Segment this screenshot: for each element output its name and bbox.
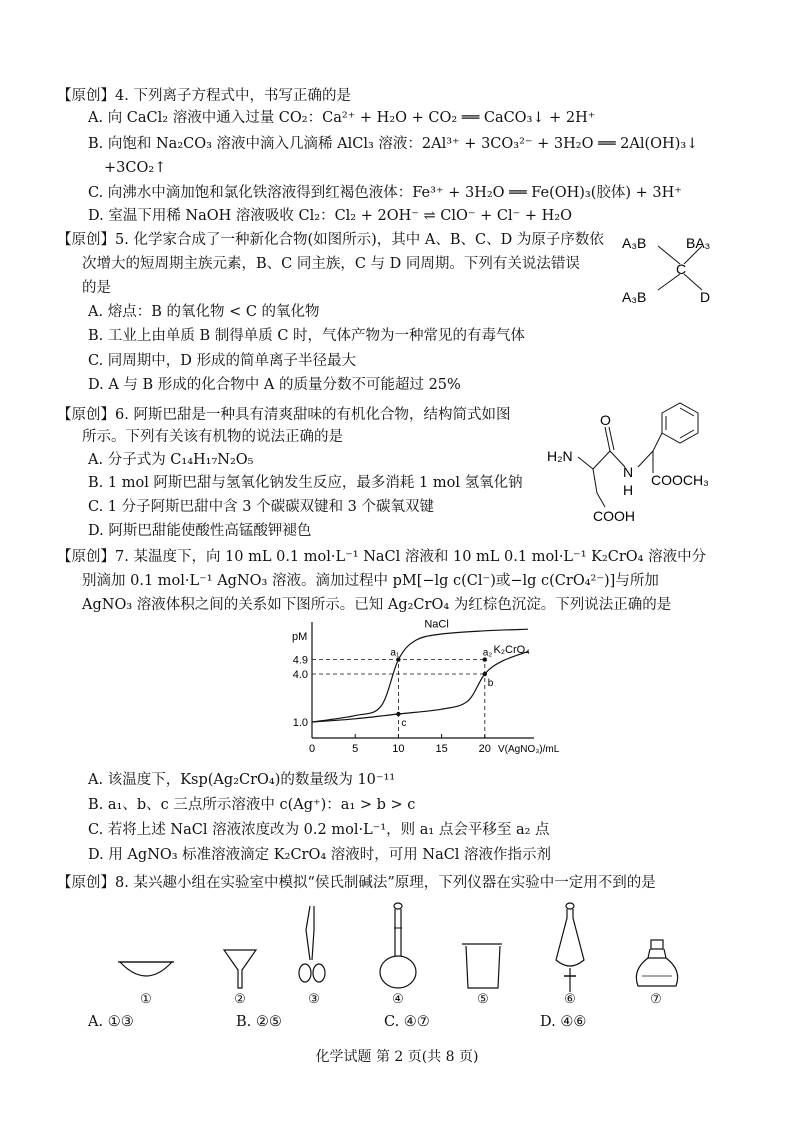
instrument-label-1: ① xyxy=(140,992,152,1007)
beaker-icon xyxy=(462,944,502,988)
instrument-label-6: ⑥ xyxy=(564,992,576,1007)
funnel-icon xyxy=(224,950,256,988)
series-line-0 xyxy=(312,629,528,722)
q7-option-b: B. a₁、b、c 三点所示溶液中 c(Ag⁺)：a₁ > b > c xyxy=(88,797,416,813)
x-tick-label: 15 xyxy=(435,743,448,755)
q5-structure-tl: A₃B xyxy=(622,235,647,251)
q6-option-a: A. 分子式为 C₁₄H₁₇N₂O₅ xyxy=(88,452,254,468)
q6-structure-h: H xyxy=(623,482,634,498)
x-axis-label: V(AgNO₃)/mL xyxy=(498,744,560,755)
q4-stem: 【原创】4. 下列离子方程式中，书写正确的是 xyxy=(57,88,351,104)
q5-structure-tr: BA₃ xyxy=(686,235,711,251)
q5-option-d: D. A 与 B 形成的化合物中 A 的质量分数不可能超过 25% xyxy=(88,377,461,393)
data-point-label: a₁ xyxy=(390,647,400,659)
q6-aspartame-structure xyxy=(545,395,730,530)
q6-structure-h2n: H₂N xyxy=(547,448,573,464)
instrument-label-5: ⑤ xyxy=(477,992,489,1007)
q5-structure-diagram xyxy=(618,226,738,312)
q4-option-a: A. 向 CaCl₂ 溶液中通入过量 CO₂：Ca²⁺ + H₂O + CO₂ ══ CaCO₃↓ + 2H⁺ xyxy=(88,110,596,126)
alcohol-lamp-icon xyxy=(636,940,677,986)
q4-option-d: D. 室温下用稀 NaOH 溶液吸收 Cl₂：Cl₂ + 2OH⁻ ⇌ ClO⁻ + Cl⁻ + H₂O xyxy=(88,208,572,224)
q6-option-b: B. 1 mol 阿斯巴甜与氢氧化钠发生反应，最多消耗 1 mol 氢氧化钠 xyxy=(88,475,523,491)
q4-option-b-cont: +3CO₂↑ xyxy=(104,160,167,176)
q5-stem-line2: 次增大的短周期主族元素，B、C 同主族，C 与 D 同周期。下列有关说法错误 xyxy=(82,256,580,272)
q8-option-a: A. ①③ xyxy=(88,1014,134,1030)
crucible-tongs-icon xyxy=(299,906,325,982)
volumetric-flask-icon xyxy=(380,903,416,988)
q8-option-c: C. ④⑦ xyxy=(384,1014,430,1030)
q7-option-c: C. 若将上述 NaCl 溶液浓度改为 0.2 mol·L⁻¹，则 a₁ 点会平移至 a₂ 点 xyxy=(88,822,550,838)
q5-structure-br: D xyxy=(700,289,711,305)
q6-option-c: C. 1 分子阿斯巴甜中含 3 个碳碳双键和 3 个碳氧双键 xyxy=(88,499,435,515)
x-tick-label: 20 xyxy=(478,743,491,755)
q5-option-b: B. 工业上由单质 B 制得单质 C 时，气体产物为一种常见的有毒气体 xyxy=(88,328,526,344)
series-label-1: K₂CrO₄ xyxy=(493,644,530,657)
q6-structure-cooch3: COOCH₃ xyxy=(651,472,709,488)
evaporating-dish-icon xyxy=(118,962,174,976)
q4-option-b: B. 向饱和 Na₂CO₃ 溶液中滴入几滴稀 AlCl₃ 溶液：2Al³⁺ + 3CO₃²⁻ + 3H₂O ══ 2Al(OH)₃↓ xyxy=(88,136,699,152)
q5-structure-center: C xyxy=(676,261,687,277)
q7-option-a: A. 该温度下，Ksp(Ag₂CrO₄)的数量级为 10⁻¹¹ xyxy=(88,772,396,788)
q8-stem: 【原创】8. 某兴趣小组在实验室中模拟“侯氏制碱法”原理，下列仪器在实验中一定用不到的是 xyxy=(57,875,656,891)
data-point xyxy=(483,672,487,676)
data-point-label: a₂ xyxy=(482,647,493,659)
series-line-1 xyxy=(312,652,528,722)
q7-stem-line3: AgNO₃ 溶液体积之间的关系如下图所示。已知 Ag₂CrO₄ 为红棕色沉淀。下列说法正确的是 xyxy=(82,597,672,613)
q6-option-d: D. 阿斯巴甜能使酸性高锰酸钾褪色 xyxy=(88,523,312,539)
q5-option-a: A. 熔点：B 的氧化物 < C 的氧化物 xyxy=(88,304,320,320)
q6-stem-line2: 所示。下列有关该有机物的说法正确的是 xyxy=(82,429,343,445)
data-point-label: b xyxy=(487,678,494,689)
page-footer: 化学试题 第 2 页(共 8 页) xyxy=(315,1049,479,1065)
y-axis-label: pM xyxy=(292,631,308,643)
q6-structure-cooh: COOH xyxy=(593,508,635,524)
instrument-label-3: ③ xyxy=(308,992,320,1007)
q5-stem-line3: 的是 xyxy=(82,280,111,296)
q6-structure-o: O xyxy=(600,412,611,428)
instrument-label-2: ② xyxy=(234,992,246,1007)
separatory-funnel-icon xyxy=(556,903,584,992)
series-label-0: NaCl xyxy=(424,618,449,631)
q6-stem: 【原创】6. 阿斯巴甜是一种具有清爽甜味的有机化合物，结构简式如图 xyxy=(57,407,511,423)
q4-option-c: C. 向沸水中滴加饱和氯化铁溶液得到红褐色液体：Fe³⁺ + 3H₂O ══ Fe(OH)₃(胶体) + 3H⁺ xyxy=(88,185,682,201)
q5-option-c: C. 同周期中，D 形成的简单离子半径最大 xyxy=(88,353,357,369)
q8-option-b: B. ②⑤ xyxy=(236,1014,282,1030)
q5-stem: 【原创】5. 化学家合成了一种新化合物(如图所示)，其中 A、B、C、D 为原子序数依 xyxy=(57,232,604,248)
q7-stem: 【原创】7. 某温度下，向 10 mL 0.1 mol·L⁻¹ NaCl 溶液和 10 mL 0.1 mol·L⁻¹ K₂CrO₄ 溶液中分 xyxy=(57,549,707,565)
q8-option-d: D. ④⑥ xyxy=(540,1014,587,1030)
x-tick-label: 0 xyxy=(308,743,316,755)
data-point-label: c xyxy=(401,718,407,729)
q7-pm-vs-volume-chart xyxy=(278,618,560,768)
x-tick-label: 10 xyxy=(392,743,405,755)
instrument-label-7: ⑦ xyxy=(650,992,662,1007)
q7-stem-line2: 别滴加 0.1 mol·L⁻¹ AgNO₃ 溶液。滴加过程中 pM[−lg c(Cl⁻)或−lg c(CrO₄²⁻)]与所加 xyxy=(82,573,659,589)
q8-instruments-row xyxy=(100,900,700,995)
q6-structure-n: N xyxy=(623,464,634,480)
data-point xyxy=(396,712,400,716)
x-tick-label: 5 xyxy=(352,743,359,755)
y-tick-label: 4.9 xyxy=(292,654,308,667)
y-tick-label: 4.0 xyxy=(292,669,308,681)
y-tick-label: 1.0 xyxy=(292,717,308,729)
q5-structure-bl: A₃B xyxy=(622,289,647,305)
instrument-label-4: ④ xyxy=(392,992,404,1007)
q7-option-d: D. 用 AgNO₃ 标准溶液滴定 K₂CrO₄ 溶液时，可用 NaCl 溶液作指示剂 xyxy=(88,847,552,863)
